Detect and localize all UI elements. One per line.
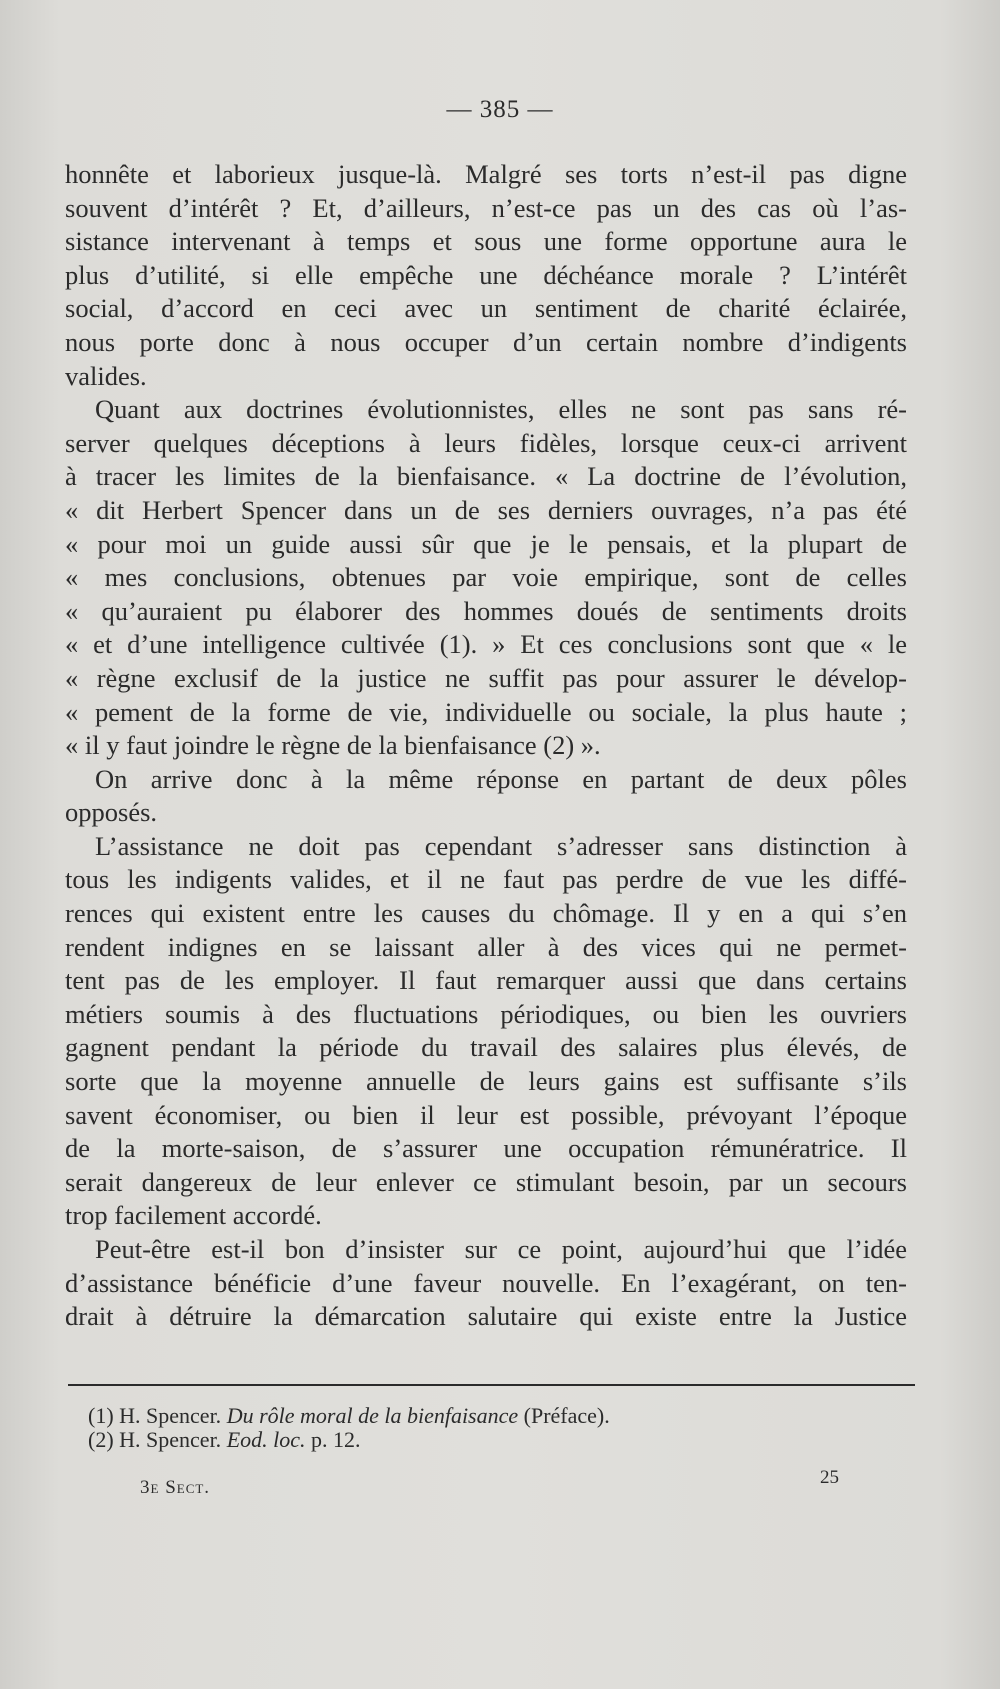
footnote-1-suffix: (Préface). — [518, 1403, 610, 1428]
body-text — [65, 158, 907, 1334]
text-line: rences qui existent entre les causes du chômage. Il y en a qui s’en — [65, 898, 907, 929]
text-line: tous les indigents valides, et il ne faut pas perdre de vue les diffé- — [65, 864, 907, 895]
text-line: métiers soumis à des fluctuations périodiques, ou bien les ouvriers — [65, 998, 907, 1029]
text-line: gagnent pendant la période du travail des salaires plus élevés, de — [65, 1032, 907, 1063]
text-line: drait à détruire la démarcation salutaire qui existe entre la Justice — [65, 1301, 907, 1332]
text-line: « mes conclusions, obtenues par voie empirique, sont de celles — [65, 562, 907, 593]
text-line: de la morte-saison, de s’assurer une occupation rémunératrice. Il — [65, 1133, 907, 1164]
footnote-2-title: Eod. loc. — [226, 1427, 306, 1452]
text-line: On arrive donc à la même réponse en partant de deux pôles — [95, 763, 907, 794]
footnotes — [88, 1404, 888, 1452]
text-line: « qu’auraient pu élaborer des hommes doués de sentiments droits — [65, 595, 907, 626]
footnote-2-suffix: p. 12. — [305, 1427, 361, 1452]
footnote-2-author: (2) H. Spencer. — [88, 1427, 227, 1452]
text-line: nous porte donc à nous occuper d’un certain nombre d’indigents — [65, 326, 907, 357]
page-number: — 385 — — [446, 96, 554, 123]
text-line: « et d’une intelligence cultivée (1). » Et ces conclusions sont que « le — [65, 629, 907, 660]
text-line: L’assistance ne doit pas cependant s’adresser sans distinction à — [95, 830, 907, 861]
text-line: opposés. — [65, 797, 158, 828]
text-line: « pement de la forme de vie, individuelle ou sociale, la plus haute ; — [65, 696, 907, 727]
text-line: « il y faut joindre le règne de la bienfaisance (2) ». — [65, 730, 601, 761]
text-line: trop facilement accordé. — [65, 1200, 322, 1231]
printer-signature: 3e Sect. — [140, 1477, 211, 1498]
sheet-number: 25 — [820, 1467, 839, 1488]
text-line: sorte que la moyenne annuelle de leurs gains est suffisante s’ils — [65, 1066, 907, 1097]
text-line: à tracer les limites de la bienfaisance. « La doctrine de l’évolution, — [65, 461, 907, 492]
text-line: plus d’utilité, si elle empêche une déchéance morale ? L’intérêt — [65, 259, 907, 290]
text-line: d’assistance bénéficie d’une faveur nouvelle. En l’exagérant, on ten- — [65, 1267, 907, 1298]
footnote-2 — [88, 1428, 888, 1452]
text-line: Peut-être est-il bon d’insister sur ce point, aujourd’hui que l’idée — [95, 1234, 907, 1264]
footnote-1-author: (1) H. Spencer. — [88, 1403, 227, 1428]
text-line: tent pas de les employer. Il faut remarquer aussi que dans certains — [65, 965, 907, 996]
text-line: serait dangereux de leur enlever ce stimulant besoin, par un secours — [65, 1166, 907, 1197]
text-line: honnête et laborieux jusque-là. Malgré ses torts n’est-il pas digne — [65, 159, 907, 189]
footnote-1 — [88, 1404, 888, 1428]
text-line: rendent indignes en se laissant aller à des vices qui ne permet- — [65, 931, 907, 962]
text-line: server quelques déceptions à leurs fidèles, lorsque ceux-ci arrivent — [65, 427, 907, 458]
text-line: « règne exclusif de la justice ne suffit pas pour assurer le dévelop- — [65, 662, 907, 693]
footnote-1-title: Du rôle moral de la bienfaisance — [226, 1403, 519, 1428]
footnote-rule — [68, 1384, 915, 1386]
text-line: social, d’accord en ceci avec un sentiment de charité éclairée, — [65, 293, 907, 324]
text-line: « pour moi un guide aussi sûr que je le pensais, et la plupart de — [65, 528, 907, 559]
text-line: souvent d’intérêt ? Et, d’ailleurs, n’est-ce pas un des cas où l’as- — [65, 192, 907, 223]
text-line: savent économiser, ou bien il leur est possible, prévoyant l’époque — [65, 1099, 907, 1130]
text-line: valides. — [65, 360, 147, 391]
text-line: Quant aux doctrines évolutionnistes, elles ne sont pas sans ré- — [95, 394, 907, 425]
text-line: « dit Herbert Spencer dans un de ses derniers ouvrages, n’a pas été — [65, 494, 907, 525]
text-line: sistance intervenant à temps et sous une forme opportune aura le — [65, 226, 907, 257]
